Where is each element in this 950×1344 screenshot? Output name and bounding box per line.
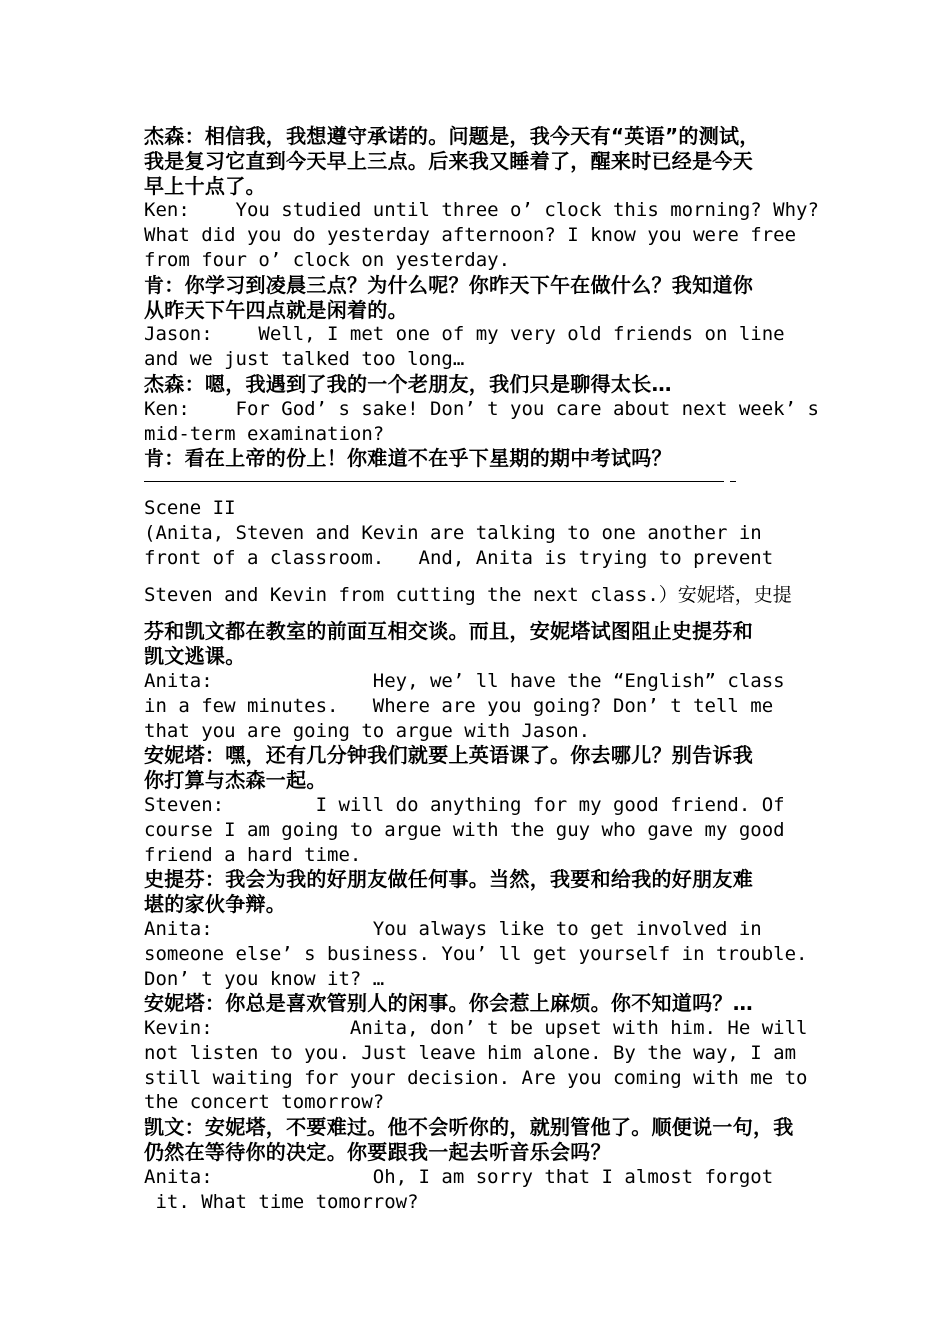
english-text-line: in a few minutes. Where are you going? Don’ t tell me [144, 694, 774, 717]
english-text-line: course I am going to argue with the guy who gave my good [144, 818, 785, 841]
chinese-text-line: 史提芬：我会为我的好朋友做任何事。当然，我要和给我的好朋友难 [144, 867, 753, 892]
english-text-line: Anita: Oh, I am sorry that I almost forgot [144, 1165, 774, 1188]
english-text-line: and we just talked too long… [144, 348, 465, 371]
english-text-line: Jason: Well, I met one of my very old friends on line [144, 323, 785, 346]
chinese-text-line: 凯文逃课。 [144, 644, 246, 669]
english-text-line: Steven and Kevin from cutting the next class.）安妮塔，史提 [144, 583, 792, 606]
english-text-line: not listen to you. Just leave him alone. By the way, I am [144, 1041, 797, 1064]
english-text-line: mid-term examination? [144, 422, 385, 445]
english-text-line: it. What time tomorrow? [144, 1190, 419, 1213]
english-text-line: front of a classroom. And, Anita is trying to prevent [144, 546, 774, 569]
english-text-line: What did you do yesterday afternoon? I know you were free [144, 224, 797, 247]
chinese-text-line: 你打算与杰森一起。 [144, 768, 327, 793]
chinese-text-line: 杰森：相信我，我想遵守承诺的。问题是，我今天有“英语”的测试， [144, 124, 760, 148]
english-text-line: friend a hard time. [144, 843, 362, 866]
section-divider [144, 481, 724, 483]
english-text-line: Steven: I will do anything for my good friend. Of [144, 793, 785, 816]
english-text-line: the concert tomorrow? [144, 1091, 385, 1114]
english-text-line: Anita: You always like to get involved in [144, 917, 762, 940]
chinese-text-line: 仍然在等待你的决定。你要跟我一起去听音乐会吗？ [144, 1140, 611, 1165]
chinese-text-line: 我是复习它直到今天早上三点。后来我又睡着了，醒来时已经是今天 [144, 148, 753, 173]
chinese-text-line: 堪的家伙争辩。 [144, 892, 287, 917]
english-text-line: Kevin: Anita, don’ t be upset with him. He will [144, 1017, 808, 1040]
chinese-text-line: 早上十点了。 [144, 173, 266, 198]
english-text-line: Ken: For God’ s sake! Don’ t you care about next week’ s [144, 397, 819, 420]
english-text-line: someone else’ s business. You’ ll get yourself in trouble. [144, 942, 808, 965]
english-text-line: that you are going to argue with Jason. [144, 719, 591, 742]
english-text-line: Anita: Hey, we’ ll have the “English” class [144, 669, 785, 692]
english-text-line: Don’ t you know it? … [144, 967, 385, 990]
english-text-line: Scene II [144, 497, 236, 520]
english-text-line: from four o’ clock on yesterday. [144, 248, 511, 271]
chinese-text-line: 杰森：嗯，我遇到了我的一个老朋友，我们只是聊得太长… [144, 371, 672, 396]
chinese-text-line: 芬和凯文都在教室的前面互相交谈。而且，安妮塔试图阻止史提芬和 [144, 619, 753, 644]
chinese-text-line: 肯：你学习到凌晨三点？为什么呢？你昨天下午在做什么？我知道你 [144, 272, 753, 297]
chinese-text-line: 安妮塔：嘿，还有几分钟我们就要上英语课了。你去哪儿？别告诉我 [144, 743, 753, 768]
chinese-text-line: 从昨天下午四点就是闲着的。 [144, 297, 408, 322]
english-text-line: Ken: You studied until three o’ clock this morning? Why? [144, 199, 819, 222]
chinese-text-line: 肯：看在上帝的份上！你难道不在乎下星期的期中考试吗？ [144, 446, 672, 471]
chinese-text-line: 凯文：安妮塔，不要难过。他不会听你的，就别管他了。顺便说一句，我 [144, 1115, 794, 1140]
chinese-text-line: 安妮塔：你总是喜欢管别人的闲事。你会惹上麻烦。你不知道吗？… [144, 991, 753, 1016]
document-page [144, 124, 819, 1214]
english-text-line: still waiting for your decision. Are you coming with me to [144, 1066, 808, 1089]
english-text-line: (Anita, Steven and Kevin are talking to one another in [144, 521, 762, 544]
